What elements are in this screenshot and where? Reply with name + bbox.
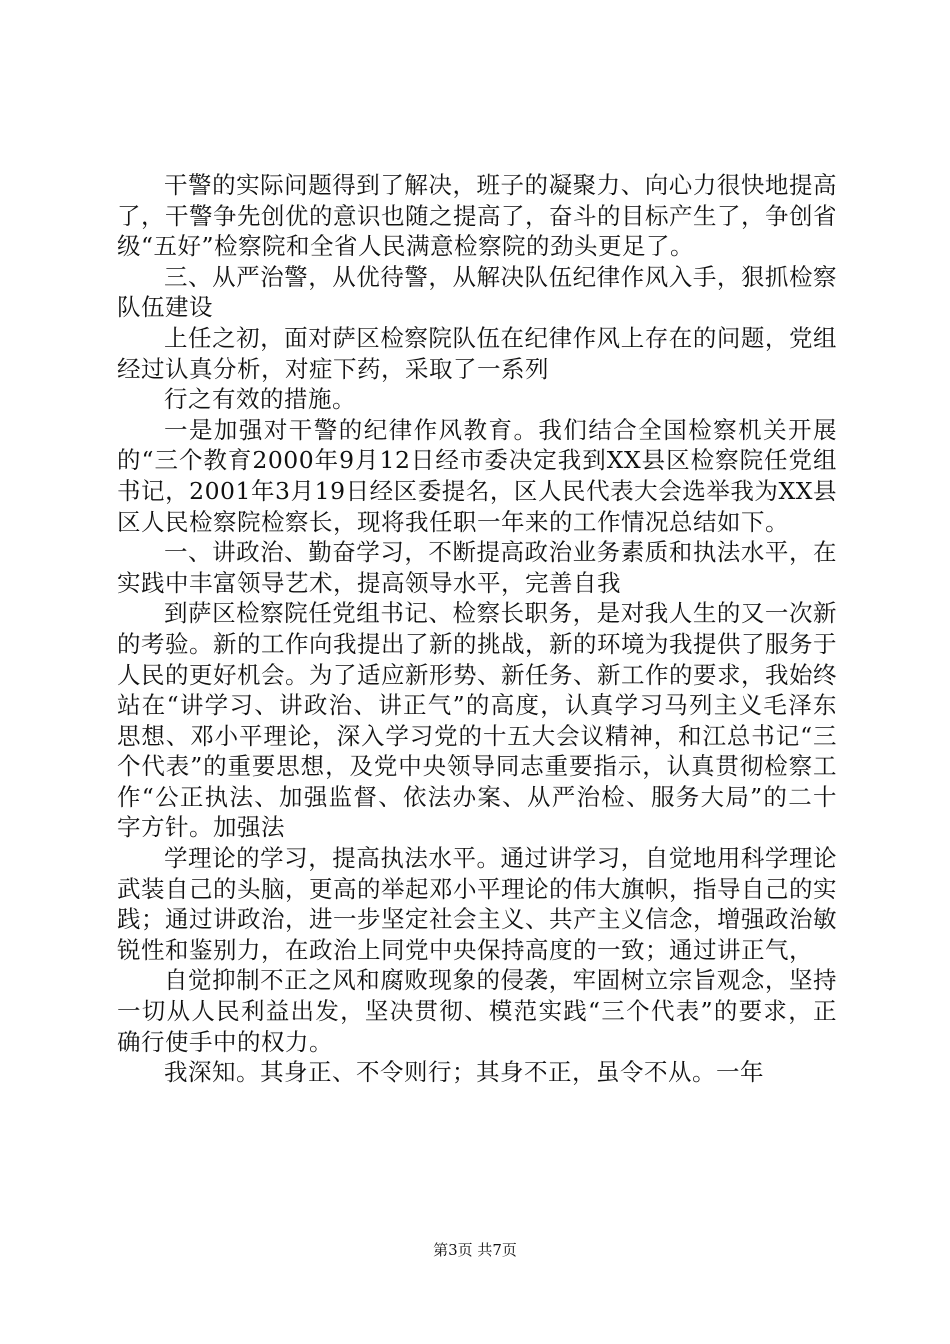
paragraph: 干警的实际问题得到了解决，班子的凝聚力、向心力很快地提高了，干警争先创优的意识也随之提高了，奋斗的目标产生了，争创省级“五好”检察院和全省人民满意检察院的劲头更足了。 [117, 171, 837, 261]
paragraph: 学理论的学习，提高执法水平。通过讲学习，自觉地用科学理论武装自己的头脑，更高的举起邓小平理论的伟大旗帜，指导自己的实践；通过讲政治，进一步坚定社会主义、共产主义信念，增强政治敏锐性和鉴别力，在政治上同党中央保持高度的一致；通过讲正气， [117, 844, 837, 964]
page-footer: 第3页 共7页 [433, 1241, 517, 1259]
paragraph: 三、从严治警，从优待警，从解决队伍纪律作风入手，狠抓检察队伍建设 [117, 262, 837, 322]
document-body [117, 170, 837, 1088]
paragraph: 我深知。其身正、不令则行；其身不正，虽令不从。一年 [164, 1058, 764, 1087]
paragraph: 一是加强对干警的纪律作风教育。我们结合全国检察机关开展的“三个教育2000年9月12日经市委决定我到XX县区检察院任党组书记，2001年3月19日经区委提名，区人民代表大会选举我为XX县区人民检察院检察长，现将我任职一年来的工作情况总结如下。 [117, 415, 837, 536]
paragraph: 上任之初，面对萨区检察院队伍在纪律作风上存在的问题，党组经过认真分析，对症下药，采取了一系列 [117, 323, 837, 383]
paragraph: 到萨区检察院任党组书记、检察长职务，是对我人生的又一次新的考验。新的工作向我提出了新的挑战，新的环境为我提供了服务于人民的更好机会。为了适应新形势、新任务、新工作的要求，我始终站在“讲学习、讲政治、讲正气”的高度，认真学习马列主义毛泽东思想、邓小平理论，深入学习党的十五大会议精神，和江总书记“三个代表”的重要思想，及党中央领导同志重要指示，认真贯彻检察工作“公正执法、加强监督、依法办案、从严治检、服务大局”的二十字方针。加强法 [117, 599, 837, 842]
paragraph: 一、讲政治、勤奋学习，不断提高政治业务素质和执法水平，在实践中丰富领导艺术，提高领导水平，完善自我 [117, 538, 837, 597]
paragraph: 自觉抑制不正之风和腐败现象的侵袭，牢固树立宗旨观念，坚持一切从人民利益出发，坚决贯彻、模范实践“三个代表”的要求，正确行使手中的权力。 [117, 966, 837, 1056]
paragraph: 行之有效的措施。 [164, 385, 356, 414]
